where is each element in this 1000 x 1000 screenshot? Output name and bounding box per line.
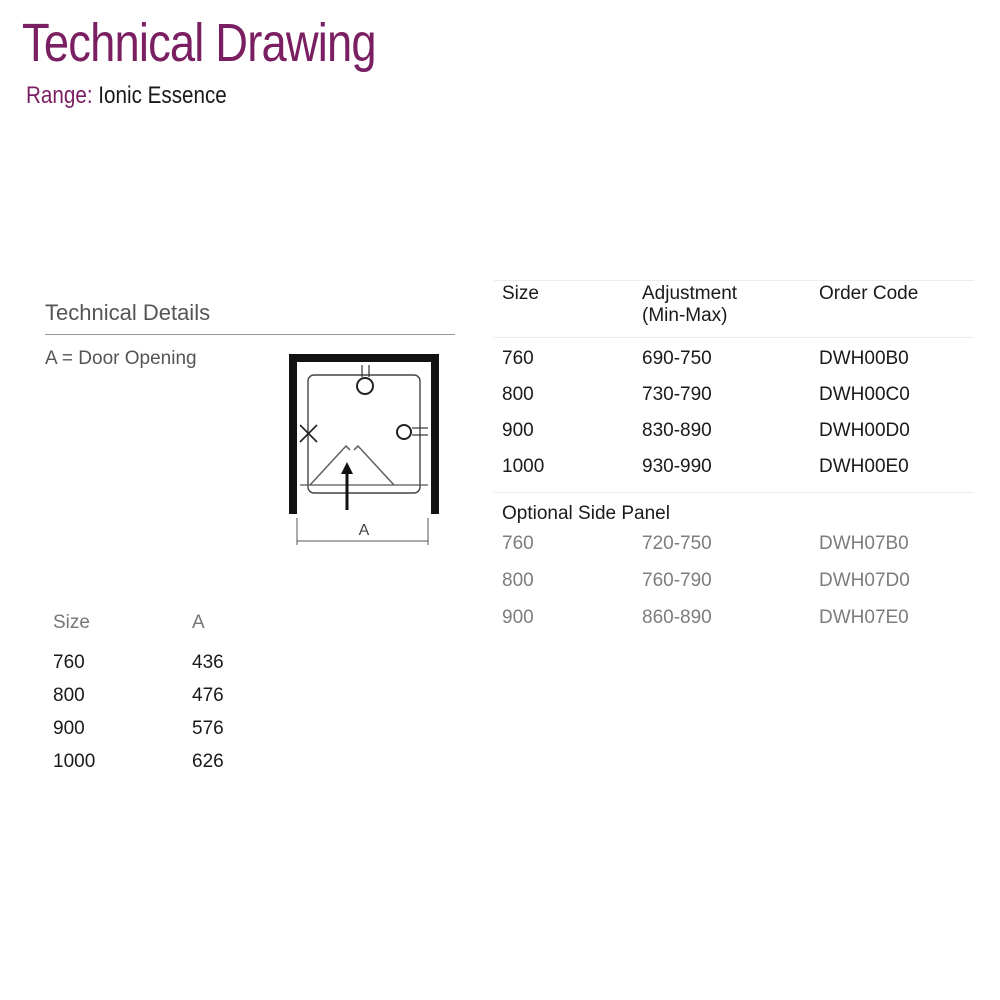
technical-details-heading: Technical Details (45, 300, 211, 325)
side-panel-heading: Optional Side Panel (502, 503, 670, 524)
size-cell: 800 (502, 384, 534, 405)
table-row (494, 533, 974, 570)
hinge-icon (397, 425, 411, 439)
table-row (494, 607, 974, 644)
header-order-code: Order Code (819, 283, 919, 304)
order-code-cell: DWH00B0 (819, 348, 909, 369)
table-row (494, 420, 974, 456)
order-code-cell: DWH00E0 (819, 456, 909, 477)
adjustment-cell: 830-890 (642, 420, 712, 441)
side-panel-table (494, 533, 974, 644)
divider (45, 334, 455, 335)
table-header-row (494, 280, 974, 338)
size-cell: 760 (53, 652, 85, 673)
header-a: A (192, 612, 205, 633)
adjustment-cell: 690-750 (642, 348, 712, 369)
size-cell: 900 (502, 420, 534, 441)
table-row (494, 456, 974, 492)
order-table (494, 280, 974, 644)
table-row (494, 570, 974, 607)
header-adjustment-line1: Adjustment (642, 283, 738, 304)
size-cell: 900 (502, 607, 534, 628)
opening-cell: 576 (192, 718, 224, 739)
size-cell: 800 (53, 685, 85, 706)
range-line (26, 82, 227, 110)
size-cell: 800 (502, 570, 534, 591)
bifold-door (310, 446, 350, 485)
order-code-cell: DWH07B0 (819, 533, 909, 554)
order-code-cell: DWH00D0 (819, 420, 910, 441)
order-code-cell: DWH07D0 (819, 570, 910, 591)
header-adjustment (642, 283, 737, 327)
page-title: Technical Drawing (22, 13, 376, 73)
opening-cell: 476 (192, 685, 224, 706)
door-opening-legend: A = Door Opening (45, 348, 197, 369)
range-label: Range: (26, 82, 93, 109)
waste-icon (357, 378, 373, 394)
order-table-body (494, 338, 974, 493)
range-value: Ionic Essence (98, 82, 227, 109)
adjustment-cell: 720-750 (642, 533, 712, 554)
adjustment-cell: 730-790 (642, 384, 712, 405)
order-code-cell: DWH07E0 (819, 607, 909, 628)
order-code-cell: DWH00C0 (819, 384, 910, 405)
header-size: Size (502, 283, 539, 304)
size-cell: 760 (502, 533, 534, 554)
size-cell: 1000 (502, 456, 545, 477)
adjustment-cell: 860-890 (642, 607, 712, 628)
adjustment-cell: 760-790 (642, 570, 712, 591)
header-size: Size (53, 612, 90, 633)
header-adjustment-line2: (Min-Max) (642, 305, 728, 326)
opening-cell: 626 (192, 751, 224, 772)
adjustment-cell: 930-990 (642, 456, 712, 477)
dimension-label: A (358, 522, 370, 539)
opening-cell: 436 (192, 652, 224, 673)
size-cell: 1000 (53, 751, 96, 772)
size-cell: 900 (53, 718, 85, 739)
table-row (494, 384, 974, 420)
shower-enclosure-plan-icon (280, 348, 450, 558)
size-cell: 760 (502, 348, 534, 369)
table-row (494, 348, 974, 384)
